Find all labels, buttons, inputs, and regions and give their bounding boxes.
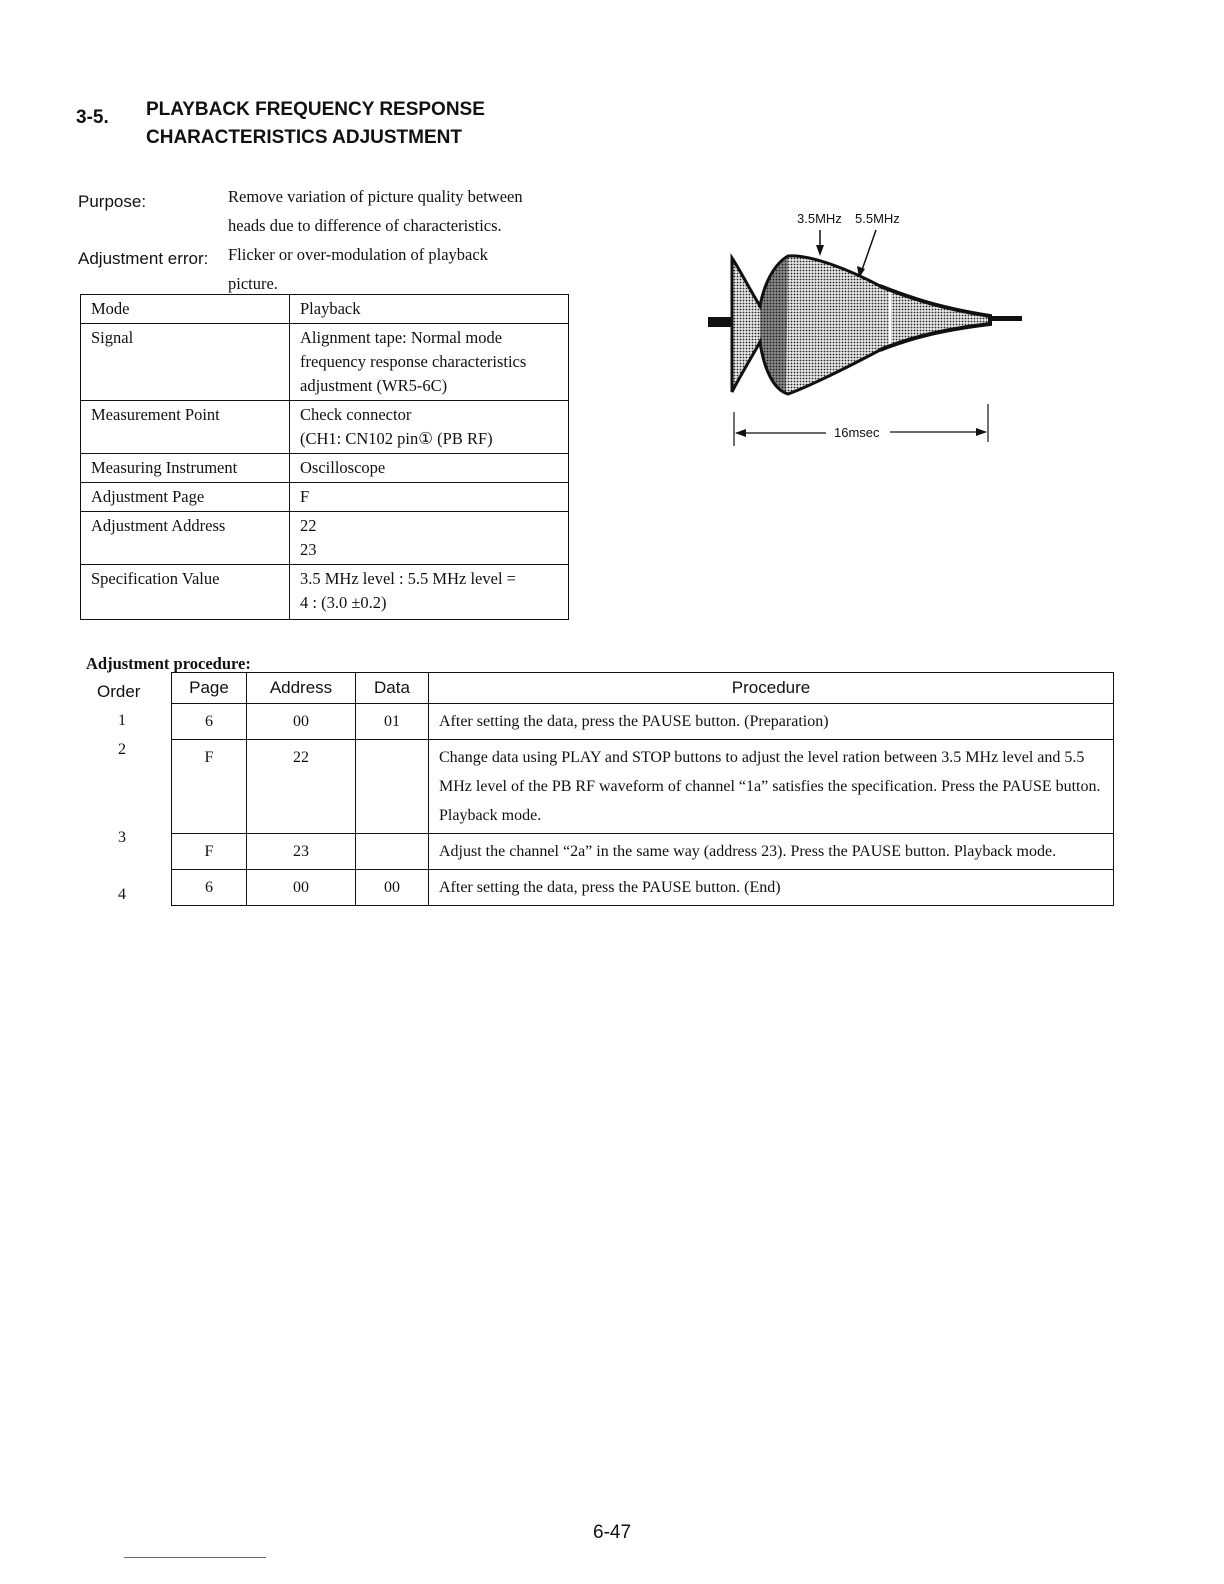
cell-procedure: After setting the data, press the PAUSE button. (Preparation): [429, 704, 1114, 740]
purpose-text: [228, 182, 523, 240]
cell-procedure: Adjust the channel “2a” in the same way (address 23). Press the PAUSE button. Playback mode.: [429, 834, 1114, 870]
procedure-row: [172, 870, 1114, 906]
time-arrow-right-head: [976, 428, 987, 436]
spec-row-adjustment-address: [81, 512, 569, 565]
spec-label: Measuring Instrument: [81, 454, 290, 483]
spec-value: Alignment tape: Normal mode frequency response characteristics adjustment (WR5-6C): [290, 324, 569, 401]
order-number: 2: [118, 741, 126, 758]
procedure-row: [172, 704, 1114, 740]
header-address: Address: [247, 673, 356, 704]
procedure-table: [171, 672, 1114, 906]
cell-address: 22: [247, 740, 356, 834]
cell-address: 00: [247, 704, 356, 740]
spec-label: Measurement Point: [81, 401, 290, 454]
arrow-5-5mhz: [862, 230, 876, 270]
spec-value-line1: Check connector: [300, 405, 412, 424]
cell-procedure: After setting the data, press the PAUSE button. (End): [429, 870, 1114, 906]
spec-label: Signal: [81, 324, 290, 401]
purpose-label: Purpose:: [78, 192, 147, 211]
procedure-row: [172, 740, 1114, 834]
adjustment-error-line1: Flicker or over-modulation of playback: [228, 245, 488, 264]
spec-value-line2: 23: [300, 540, 317, 559]
label-5-5mhz: 5.5MHz: [855, 211, 900, 226]
cell-page: 6: [172, 704, 247, 740]
procedure-header-row: [172, 673, 1114, 704]
header-data: Data: [356, 673, 429, 704]
spec-row-signal: [81, 324, 569, 401]
spec-value: [290, 401, 569, 454]
spec-value: [290, 512, 569, 565]
spec-row-measurement-point: [81, 401, 569, 454]
label-3-5mhz: 3.5MHz: [797, 211, 842, 226]
spec-row-mode: [81, 295, 569, 324]
cell-page: F: [172, 834, 247, 870]
page-number: 6-47: [593, 1522, 632, 1543]
cell-procedure: Change data using PLAY and STOP buttons to adjust the level ration between 3.5 MHz level and 5.5 MHz level of the PB RF waveform of channel “1a” satisfies the specification. Press the PAUSE button. Playback mode.: [429, 740, 1114, 834]
header-page: Page: [172, 673, 247, 704]
time-label: 16msec: [834, 425, 880, 440]
procedure-title: Adjustment procedure:: [86, 654, 251, 673]
cell-page: F: [172, 740, 247, 834]
spec-value-line1: 3.5 MHz level : 5.5 MHz level =: [300, 569, 516, 588]
spec-value-line1: 22: [300, 516, 317, 535]
spec-value: F: [290, 483, 569, 512]
footer-divider: [124, 1557, 266, 1558]
order-number: 3: [118, 829, 126, 846]
order-number: 4: [118, 886, 126, 903]
pb-rf-waveform-figure: [700, 200, 1040, 460]
cell-address: 23: [247, 834, 356, 870]
waveform-shade: [760, 256, 788, 394]
adjustment-error-label: Adjustment error:: [78, 249, 209, 268]
cell-address: 00: [247, 870, 356, 906]
procedure-row: [172, 834, 1114, 870]
spec-label: Adjustment Address: [81, 512, 290, 565]
purpose-line2: heads due to difference of characteristics.: [228, 216, 502, 235]
cell-data: [356, 834, 429, 870]
spec-value: Oscilloscope: [290, 454, 569, 483]
header-procedure: Procedure: [429, 673, 1114, 704]
spec-value-line2: (CH1: CN102 pin① (PB RF): [300, 429, 493, 448]
time-arrow-left-head: [735, 429, 746, 437]
spec-label: Mode: [81, 295, 290, 324]
arrow-3-5mhz-head: [816, 245, 824, 256]
order-header: Order: [97, 682, 141, 701]
spec-value: Playback: [290, 295, 569, 324]
cell-data: [356, 740, 429, 834]
spec-label: Adjustment Page: [81, 483, 290, 512]
spec-value-line2: 4 : (3.0 ±0.2): [300, 593, 387, 612]
cell-data: 00: [356, 870, 429, 906]
spec-row-specification-value: [81, 565, 569, 620]
order-number: 1: [118, 712, 126, 729]
spec-row-adjustment-page: [81, 483, 569, 512]
section-title-line2: CHARACTERISTICS ADJUSTMENT: [146, 127, 462, 148]
section-title-line1: PLAYBACK FREQUENCY RESPONSE: [146, 99, 485, 120]
purpose-line1: Remove variation of picture quality between: [228, 187, 523, 206]
section-title: [146, 96, 485, 152]
adjustment-error-text: [228, 240, 488, 298]
spec-label: Specification Value: [81, 565, 290, 620]
cell-page: 6: [172, 870, 247, 906]
spec-table: [80, 294, 569, 620]
section-number: 3-5.: [76, 107, 109, 128]
adjustment-error-line2: picture.: [228, 274, 278, 293]
spec-value: [290, 565, 569, 620]
spec-row-measuring-instrument: [81, 454, 569, 483]
cell-data: 01: [356, 704, 429, 740]
